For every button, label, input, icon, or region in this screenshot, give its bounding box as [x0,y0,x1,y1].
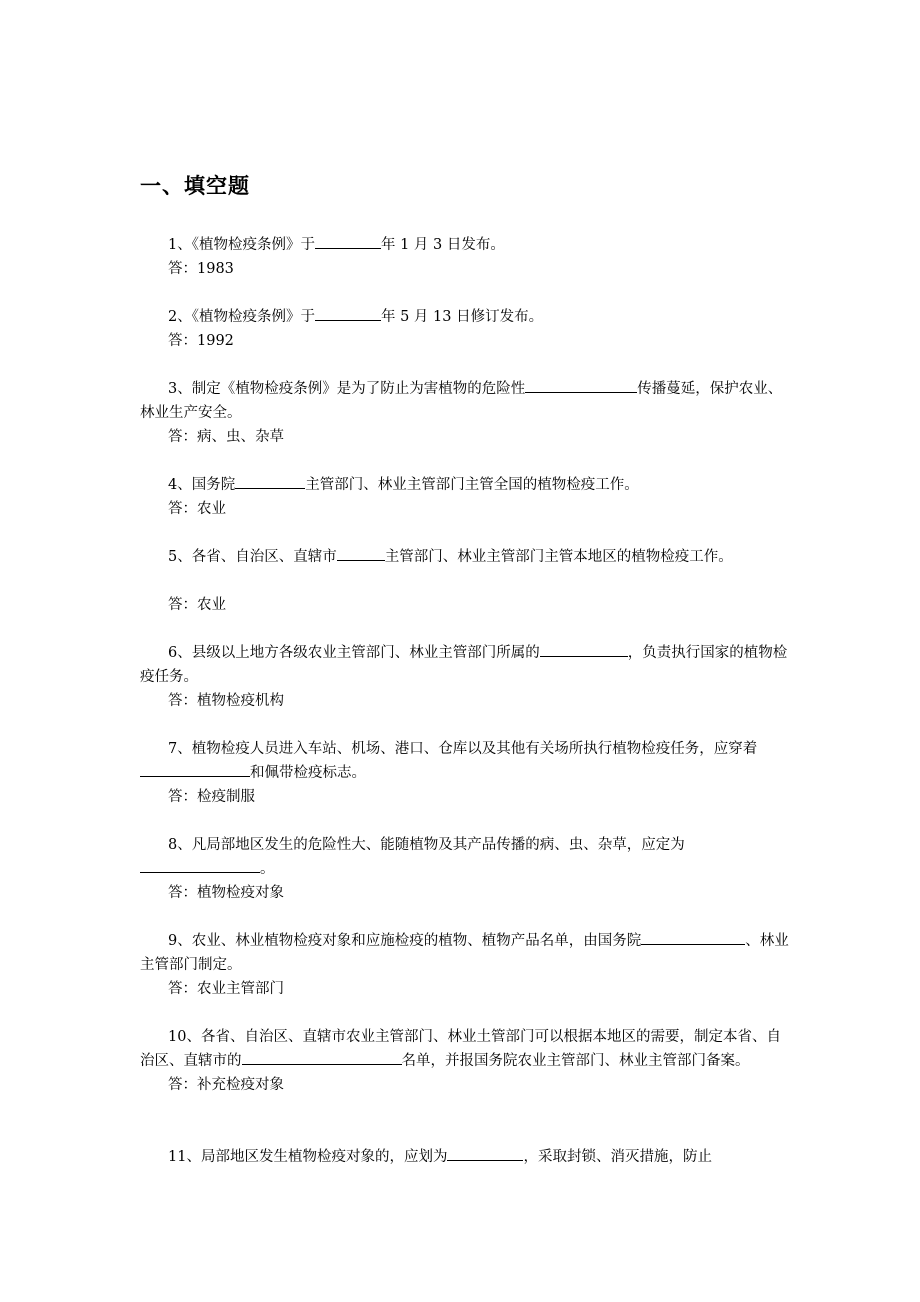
question-text-end: 名单，并报国务院农业主管部门、林业主管部门备案。 [401,1053,750,1069]
question-text-end: ，采取封锁、消灭措施，防止 [523,1149,712,1165]
answer: 答：农业主管部门 [168,981,284,997]
answer: 答：植物检疫对象 [168,885,284,901]
question-8 [140,833,790,905]
question-3 [140,377,790,449]
answer: 答：病、虫、杂草 [168,429,284,445]
question-text: 8、凡局部地区发生的危险性大、能随植物及其产品传播的病、虫、杂草，应定为 [168,837,685,853]
question-text-end: ，负责执行国家的植物检疫任务。 [140,645,788,685]
answer: 答：农业 [168,501,226,517]
answer-blank [525,378,637,393]
question-text: 10、各省、自治区、直辖市农业主管部门、林业土管部门可以根据本地区的需要，制定本省、自治区、直辖市的 [140,1029,781,1069]
answer-blank [140,762,250,777]
question-text-end: 主管部门、林业主管部门主管本地区的植物检疫工作。 [384,549,733,565]
question-text: 6、县级以上地方各级农业主管部门、林业主管部门所属的 [168,645,540,661]
answer-blank [315,306,381,321]
question-text-end: 年 1 月 3 日发布。 [380,237,505,253]
answer-blank [337,546,385,561]
question-1 [140,233,790,281]
question-7 [140,737,790,809]
question-text: 4、国务院 [168,477,236,493]
question-text-end: 传播蔓延，保护农业、林业生产安全。 [140,381,783,421]
answer-blank [235,474,305,489]
question-text-end: 年 5 月 13 日修订发布。 [380,309,544,325]
answer: 答：农业 [168,597,226,613]
question-text: 2、《植物检疫条例》于 [168,309,315,325]
question-2 [140,305,790,353]
question-text: 5、各省、自治区、直辖市 [168,549,337,565]
answer-blank [641,930,745,945]
answer: 答：1992 [168,333,234,349]
question-text-end: 主管部门、林业主管部门主管全国的植物检疫工作。 [305,477,639,493]
question-6 [140,641,790,713]
question-text-end: 、林业主管部门制定。 [140,933,789,973]
question-text: 9、农业、林业植物检疫对象和应施检疫的植物、植物产品名单，由国务院 [168,933,642,949]
question-text-end: 和佩带检疫标志。 [250,765,366,781]
question-5 [140,545,800,617]
question-text: 11、局部地区发生植物检疫对象的，应划为 [168,1149,448,1165]
answer-blank [315,234,381,249]
question-text-end: 。 [260,861,275,877]
answer-blank [447,1146,523,1161]
question-9 [140,929,790,1001]
question-11 [140,1145,790,1169]
question-text: 7、植物检疫人员进入车站、机场、港口、仓库以及其他有关场所执行植物检疫任务，应穿着 [168,741,758,757]
answer-blank [540,642,628,657]
question-text: 3、制定《植物检疫条例》是为了防止为害植物的危险性 [168,381,526,397]
section-heading: 一、填空题 [140,174,250,198]
answer: 答：植物检疫机构 [168,693,284,709]
answer: 答：补充检疫对象 [168,1077,284,1093]
answer: 答：检疫制服 [168,789,255,805]
question-text: 1、《植物检疫条例》于 [168,237,315,253]
answer-blank [242,1050,402,1065]
question-4 [140,473,790,521]
answer: 答：1983 [168,261,234,277]
question-10 [140,1025,790,1097]
answer-blank [140,858,260,873]
